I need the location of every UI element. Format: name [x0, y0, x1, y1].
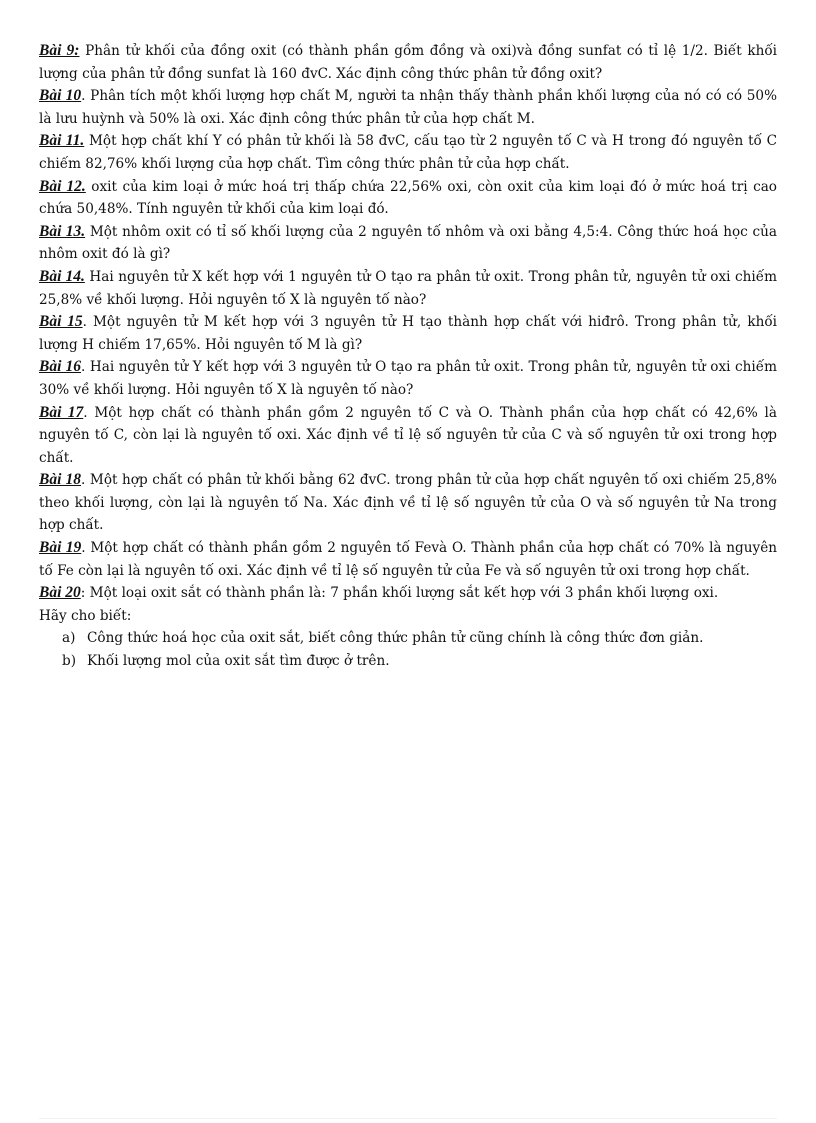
exercise-text: Một hợp chất khí Y có phân tử khối là 58 đvC, cấu tạo từ 2 nguyên tố C và H trong đó nguyên tố C chiếm 82,76% khối lượng của hợp chất. Tìm công thức phân tử của hợp chất.: [39, 133, 778, 172]
sub-question-list: [39, 627, 777, 672]
sub-question-a: [39, 627, 777, 650]
exercise-11: [39, 130, 777, 175]
exercise-label: Bài 9:: [39, 42, 80, 59]
sub-question-text: Khối lượng mol của oxit sắt tìm được ở trên.: [87, 653, 390, 670]
exercise-18: [39, 469, 777, 537]
exercise-text: oxit của kim loại ở mức hoá trị thấp chứa 22,56% oxi, còn oxit của kim loại đó ở mức hoá trị cao chứa 50,48%. Tính nguyên tử khối của kim loại đó.: [39, 178, 777, 218]
exercise-text: . Một nguyên tử M kết hợp với 3 nguyên tử H tạo thành hợp chất với hiđrô. Trong phân tử, khối lượng H chiếm 17,65%. Hỏi nguyên tố M là gì?: [39, 314, 777, 353]
exercise-label: Bài 11.: [39, 132, 85, 150]
exercise-text: Hai nguyên tử X kết hợp với 1 nguyên tử O tạo ra phân tử oxit. Trong phân tử, nguyên tử oxi chiếm 25,8% về khối lượng. Hỏi nguyên tố X là nguyên tố nào?: [39, 268, 777, 308]
exercise-label: Bài 12.: [39, 177, 86, 195]
exercise-label: Bài 15: [39, 313, 83, 331]
exercise-text: . Một hợp chất có thành phần gồm 2 nguyên tố C và O. Thành phần của hợp chất có 42,6% là nguyên tố C, còn lại là nguyên tố oxi. Xác định về tỉ lệ số nguyên tử của C và số nguyên tử oxi trong hợp chất.: [39, 404, 777, 466]
list-marker: a): [62, 630, 76, 647]
list-marker: b): [62, 653, 77, 670]
exercise-10: [39, 85, 777, 130]
exercise-label: Bài 20: [39, 584, 81, 602]
exercise-label: Bài 13.: [39, 222, 86, 240]
exercise-label: Bài 16: [39, 358, 82, 376]
exercise-14: [39, 266, 777, 311]
exercise-17: [39, 402, 777, 470]
document-page: [39, 40, 777, 673]
exercise-text: Một nhôm oxit có tỉ số khối lượng của 2 nguyên tố nhôm và oxi bằng 4,5:4. Công thức hoá học của nhôm oxit đó là gì?: [39, 223, 777, 263]
exercise-19: [39, 537, 777, 582]
exercise-label: Bài 18: [39, 471, 82, 489]
sub-question-b: [39, 650, 777, 673]
exercise-text: : Một loại oxit sắt có thành phần là: 7 phần khối lượng sắt kết hợp với 3 phần khối lượng oxi.: [80, 585, 719, 602]
exercise-12: [39, 176, 777, 221]
page-bottom-rule: [39, 1118, 777, 1119]
question-prompt: Hãy cho biết:: [39, 607, 132, 624]
exercise-label: Bài 10: [39, 87, 82, 105]
exercise-9: [39, 40, 777, 85]
exercise-text: . Một hợp chất có thành phần gồm 2 nguyên tố Fevà O. Thành phần của hợp chất có 70% là nguyên tố Fe còn lại là nguyên tố oxi. Xác định về tỉ lệ số nguyên tử của Fe và số nguyên tử oxi trong hợp chất.: [39, 540, 777, 579]
exercise-16: [39, 356, 777, 401]
exercise-label: Bài 14.: [39, 267, 85, 285]
exercise-label: Bài 19: [39, 539, 82, 557]
exercise-15: [39, 311, 777, 356]
exercise-text: Phân tử khối của đồng oxit (có thành phần gồm đồng và oxi)và đồng sunfat có tỉ lệ 1/2. Biết khối lượng của phân tử đồng sunfat là 160 đvC. Xác định công thức phân tử đồng oxit?: [39, 43, 777, 82]
exercise-20: [39, 582, 777, 605]
exercise-label: Bài 17: [39, 403, 84, 421]
exercise-text: . Một hợp chất có phân tử khối bằng 62 đvC. trong phân tử của hợp chất nguyên tố oxi chiếm 25,8% theo khối lượng, còn lại là nguyên tố Na. Xác định về tỉ lệ số nguyên tử của O và số nguyên tử Na trong hợp chất.: [39, 472, 777, 534]
exercise-text: . Phân tích một khối lượng hợp chất M, người ta nhận thấy thành phần khối lượng của nó có có 50% là lưu huỳnh và 50% là oxi. Xác định công thức phân tử của hợp chất M.: [39, 88, 777, 127]
exercise-13: [39, 221, 777, 266]
exercise-text: . Hai nguyên tử Y kết hợp với 3 nguyên tử O tạo ra phân tử oxit. Trong phân tử, nguyên tử oxi chiếm 30% về khối lượng. Hỏi nguyên tố X là nguyên tố nào?: [39, 359, 777, 398]
sub-question-text: Công thức hoá học của oxit sắt, biết công thức phân tử cũng chính là công thức đơn giản.: [87, 630, 704, 647]
